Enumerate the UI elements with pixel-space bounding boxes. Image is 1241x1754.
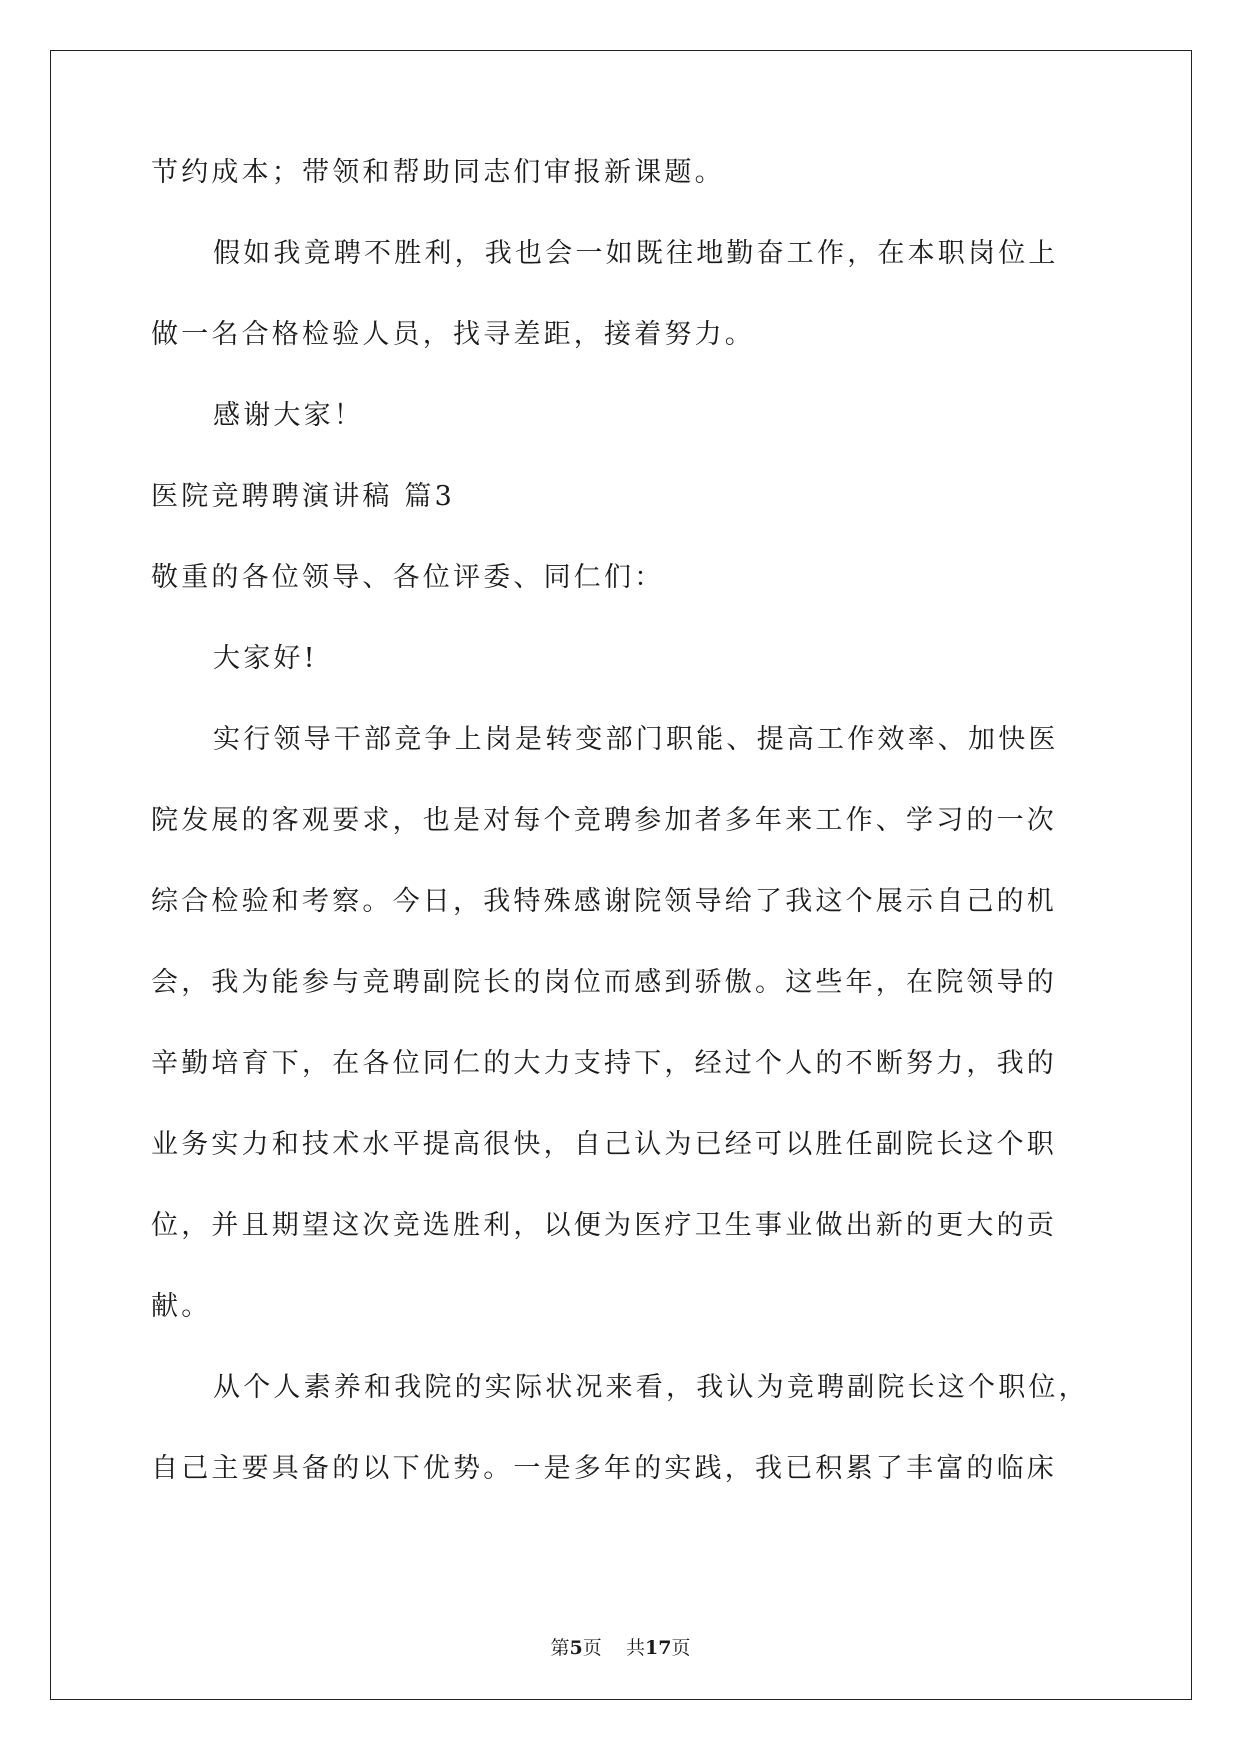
section-heading: 医院竞聘聘演讲稿 篇3: [151, 481, 455, 512]
paragraph-line: 位，并且期望这次竞选胜利，以便为医疗卫生事业做出新的更大的贡: [151, 1210, 1057, 1241]
paragraph-line: 实行领导干部竞争上岗是转变部门职能、提高工作效率、加快医: [213, 724, 1059, 755]
page-footer: [0, 1633, 1241, 1660]
paragraph-line: 辛勤培育下，在各位同仁的大力支持下，经过个人的不断努力，我的: [151, 1048, 1057, 1079]
greeting: 大家好!: [213, 643, 318, 674]
total-prefix: 共: [625, 1637, 645, 1659]
paragraph-line: 感谢大家！: [213, 400, 364, 431]
paragraph-line: 从个人素养和我院的实际状况来看，我认为竞聘副院长这个职位，: [213, 1372, 1089, 1403]
page-number: 5: [569, 1637, 583, 1659]
paragraph-line: 做一名合格检验人员，找寻差距，接着努力。: [151, 319, 755, 350]
paragraph-line: 会，我为能参与竞聘副院长的岗位而感到骄傲。这些年，在院领导的: [151, 967, 1057, 998]
page-prefix: 第: [550, 1637, 570, 1659]
paragraph-line: 献。: [151, 1291, 212, 1322]
paragraph-line: 假如我竟聘不胜利，我也会一如既往地勤奋工作，在本职岗位上: [213, 238, 1059, 269]
paragraph-line: 业务实力和技术水平提高很快，自己认为已经可以胜任副院长这个职: [151, 1129, 1057, 1160]
salutation: 敬重的各位领导、各位评委、同仁们：: [151, 562, 665, 593]
paragraph-line: 节约成本；带领和帮助同志们审报新课题。: [151, 157, 725, 188]
page-suffix: 页: [582, 1637, 602, 1659]
paragraph-line: 院发展的客观要求，也是对每个竞聘参加者多年来工作、学习的一次: [151, 805, 1057, 836]
total-pages: 17: [644, 1637, 672, 1659]
total-suffix: 页: [671, 1637, 691, 1659]
document-body: [151, 155, 1091, 1532]
paragraph-line: 综合检验和考察。今日，我特殊感谢院领导给了我这个展示自己的机: [151, 886, 1057, 917]
paragraph-line: 自己主要具备的以下优势。一是多年的实践，我已积累了丰富的临床: [151, 1453, 1057, 1484]
